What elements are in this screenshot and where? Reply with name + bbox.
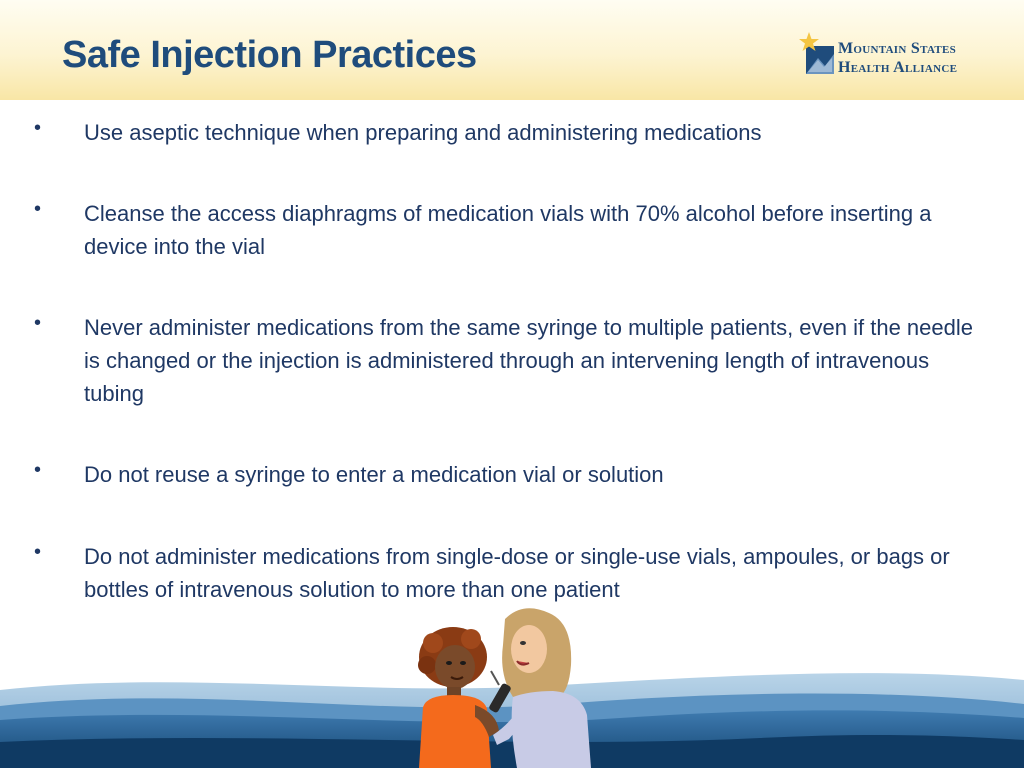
star-mountain-logo-icon xyxy=(798,32,838,78)
logo-text-line-1: Mountain States xyxy=(838,40,957,57)
slide-header xyxy=(0,0,1024,100)
bullet-text: Do not reuse a syringe to enter a medication vial or solution xyxy=(84,462,664,487)
bullet-text: Use aseptic technique when preparing and administering medications xyxy=(84,120,762,145)
bullet-marker: • xyxy=(34,541,42,563)
bullet-text: Do not administer medications from single-dose or single-use vials, ampoules, or bags or bottles of intravenous solution to more than one patient xyxy=(84,544,950,602)
bullet-text: Cleanse the access diaphragms of medication vials with 70% alcohol before inserting a device into the vial xyxy=(84,201,932,259)
slide-title: Safe Injection Practices xyxy=(62,34,477,76)
logo-text-line-2: Health Alliance xyxy=(838,59,958,76)
bullet-text: Never administer medications from the same syringe to multiple patients, even if the needle is changed or the injection is administered through an intervening length of intravenous tubing xyxy=(84,315,973,406)
bullet-marker: • xyxy=(34,117,42,139)
bullet-marker: • xyxy=(34,459,42,481)
bullet-marker: • xyxy=(34,198,42,220)
organization-logo xyxy=(798,32,988,78)
bullet-marker: • xyxy=(34,312,42,334)
nurse-giving-injection-clipart xyxy=(413,605,591,768)
